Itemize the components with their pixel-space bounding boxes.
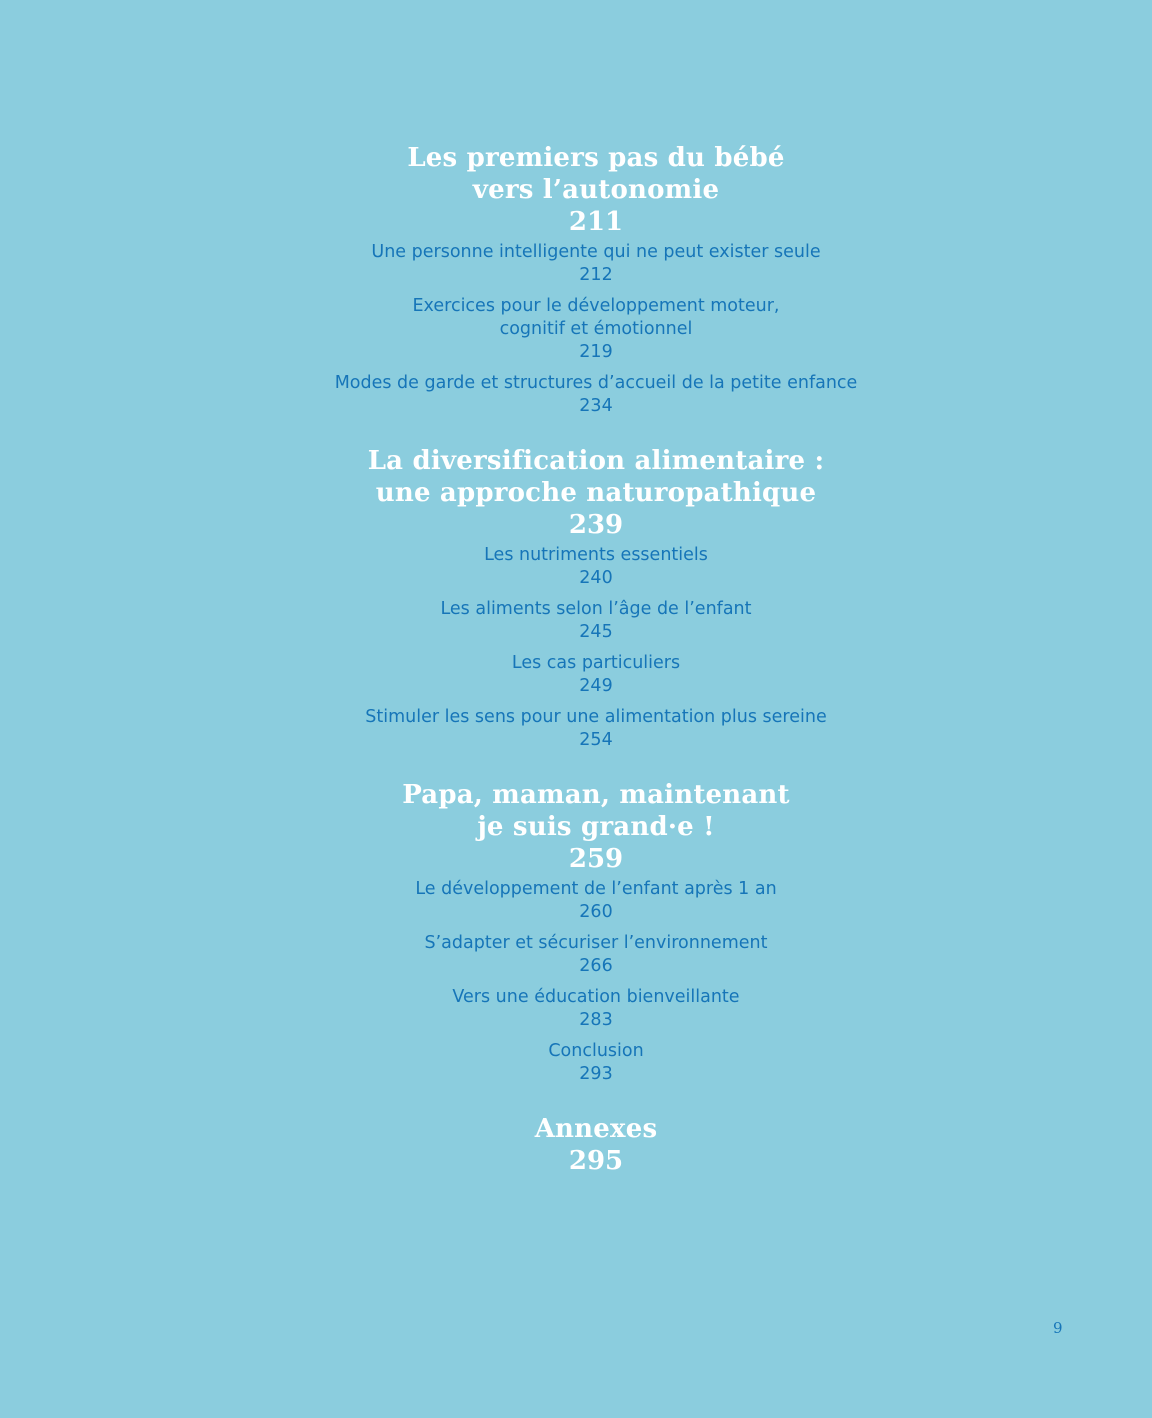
chapter-title [0,986,1152,1009]
part-page-number: 295 [568,1146,624,1176]
chapter-title-line: Les cas particuliers [511,653,681,673]
toc-part [0,1113,1152,1177]
part-title-line: une approche naturopathique [375,478,817,508]
chapter-page-number: 212 [579,265,613,285]
chapter-page-number: 260 [579,902,613,922]
chapter-page-number: 245 [579,622,613,642]
chapter-page-number: 254 [579,730,613,750]
part-title-line: vers l’autonomie [472,175,720,205]
chapter-title [0,1040,1152,1063]
toc-part [0,445,1152,752]
chapter-page-number: 240 [579,568,613,588]
part-title-line: Annexes [534,1114,658,1144]
chapter-title-line: Modes de garde et structures d’accueil de la petite enfance [334,373,858,393]
chapter-title-line: Le développement de l’enfant après 1 an [415,879,777,899]
toc-chapter [0,372,1152,418]
chapter-title [0,598,1152,621]
chapter-title-line: Une personne intelligente qui ne peut exister seule [371,242,821,262]
toc-chapter [0,598,1152,644]
toc-chapter [0,706,1152,752]
chapter-title [0,544,1152,567]
toc-chapter [0,241,1152,287]
chapter-title-line: Conclusion [548,1041,644,1061]
chapter-title-line: S’adapter et sécuriser l’environnement [424,933,768,953]
toc-chapter [0,1040,1152,1086]
chapter-title [0,652,1152,675]
chapter-title [0,932,1152,955]
chapter-title-line: Les nutriments essentiels [484,545,708,565]
part-page-number: 239 [568,510,624,540]
part-page-number: 211 [568,207,624,237]
chapter-title-line: Les aliments selon l’âge de l’enfant [440,599,752,619]
chapter-title-line: Vers une éducation bienveillante [452,987,740,1007]
page-number: 9 [1053,1319,1063,1337]
chapter-page-number: 219 [579,342,613,362]
toc-part [0,142,1152,418]
part-page-number: 259 [568,844,624,874]
toc-chapter [0,652,1152,698]
chapter-title-line: cognitif et émotionnel [499,319,693,339]
chapter-page-number: 293 [579,1064,613,1084]
chapter-title [0,372,1152,395]
chapter-page-number: 283 [579,1010,613,1030]
chapter-title [0,295,1152,341]
part-title [0,142,1152,206]
table-of-contents [0,142,1152,1204]
part-title-line: Papa, maman, maintenant [402,780,790,810]
chapter-title [0,878,1152,901]
chapter-page-number: 266 [579,956,613,976]
chapter-title [0,706,1152,729]
part-title-line: La diversification alimentaire : [367,446,825,476]
chapter-title-line: Stimuler les sens pour une alimentation plus sereine [365,707,827,727]
chapter-title [0,241,1152,264]
part-title [0,1113,1152,1145]
part-title-line: Les premiers pas du bébé [407,143,785,173]
part-title [0,779,1152,843]
chapter-page-number: 249 [579,676,613,696]
chapter-title-line: Exercices pour le développement moteur, [412,296,780,316]
part-title [0,445,1152,509]
part-title-line: je suis grand·e ! [477,812,715,842]
toc-chapter [0,878,1152,924]
toc-chapter [0,544,1152,590]
toc-chapter [0,932,1152,978]
toc-chapter [0,295,1152,364]
toc-chapter [0,986,1152,1032]
chapter-page-number: 234 [579,396,613,416]
toc-part [0,779,1152,1086]
